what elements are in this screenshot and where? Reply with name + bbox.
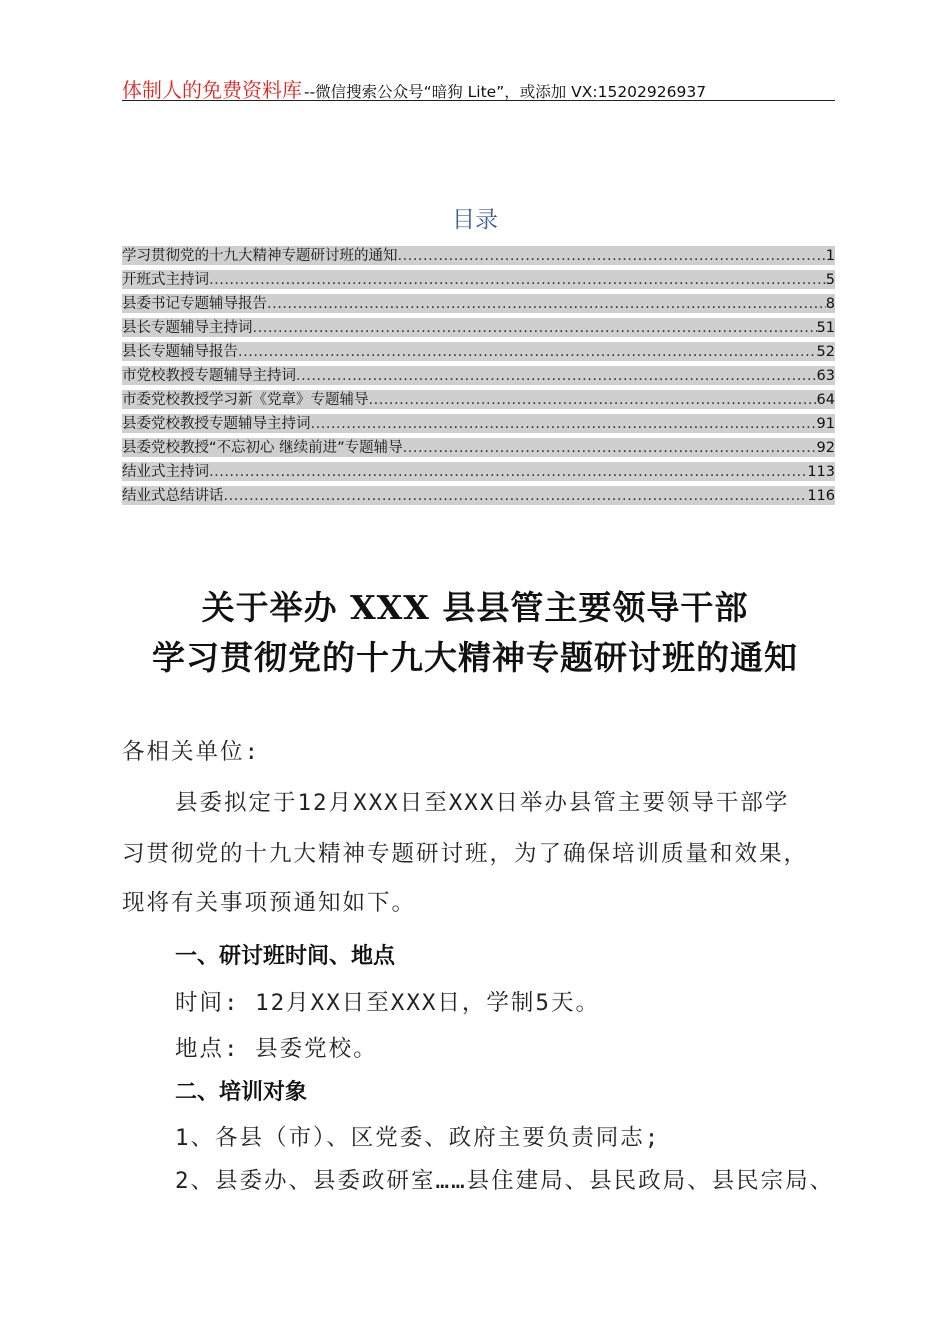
toc-entry-label: 市党校教授专题辅导主持词 [122,368,296,384]
document-title-line2: 学习贯彻党的十九大精神专题研讨班的通知 [152,638,798,677]
target-line: 1、各县（市）、区党委、政府主要负责同志; [175,1125,661,1151]
section-heading: 二、培训对象 [175,1080,308,1105]
toc-leader [398,247,826,268]
toc-entry[interactable] [122,388,835,412]
salutation: 各相关单位: [122,739,261,765]
page-header [122,74,835,101]
toc-leader [296,367,817,388]
time-line: 时间: 12月XX日至XXX日，学制5天。 [175,990,600,1016]
intro-paragraph-line: 习贯彻党的十九大精神专题研讨班，为了确保培训质量和效果， [122,841,809,867]
toc-entry[interactable] [122,244,835,268]
toc-leader [369,391,817,412]
intro-paragraph-line: 县委拟定于12月XXX日至XXX日举办县管主要领导干部学 [175,790,790,816]
toc-entry[interactable] [122,484,835,508]
toc-leader [238,343,817,364]
table-of-contents [122,244,835,508]
toc-entry-page: 51 [816,320,835,336]
toc-leader [311,415,817,436]
toc-entry[interactable] [122,292,835,316]
toc-entry[interactable] [122,340,835,364]
toc-entry[interactable] [122,436,835,460]
toc-leader [209,271,826,292]
toc-entry-label: 县委书记专题辅导报告 [122,296,267,312]
toc-entry-page: 116 [807,488,835,504]
toc-entry[interactable] [122,364,835,388]
intro-paragraph-line: 现将有关事项预通知如下。 [122,890,417,916]
toc-leader [224,487,808,508]
toc-leader [403,439,817,460]
toc-leader [267,295,826,316]
toc-entry-label: 县委党校教授“不忘初心 继续前进”专题辅导 [122,440,403,456]
toc-entry-page: 64 [816,392,835,408]
toc-entry-page: 5 [825,272,835,288]
toc-entry-label: 结业式总结讲话 [122,488,224,504]
toc-entry-page: 91 [816,416,835,432]
toc-leader [209,463,807,484]
toc-entry-page: 1 [825,248,835,264]
toc-entry-label: 县长专题辅导报告 [122,344,238,360]
section-heading: 一、研讨班时间、地点 [175,944,396,969]
toc-leader [253,319,817,340]
toc-entry[interactable] [122,316,835,340]
target-line: 2、县委办、县委政研室……县住建局、县民政局、县民宗局、 [175,1168,835,1194]
toc-entry-label: 开班式主持词 [122,272,209,288]
header-brand: 体制人的免费资料库 [122,78,302,102]
document-title-line1: 关于举办 XXX 县县管主要领导干部 [201,588,749,627]
place-line: 地点: 县委党校。 [175,1036,378,1062]
toc-entry-label: 市委党校教授学习新《党章》专题辅导 [122,392,369,408]
toc-entry[interactable] [122,460,835,484]
toc-entry-page: 8 [825,296,835,312]
toc-entry-page: 92 [816,440,835,456]
toc-entry-label: 结业式主持词 [122,464,209,480]
toc-entry-page: 52 [816,344,835,360]
toc-entry-label: 县委党校教授专题辅导主持词 [122,416,311,432]
toc-title: 目录 [452,207,498,233]
toc-entry[interactable] [122,268,835,292]
toc-entry-page: 113 [807,464,835,480]
header-note: --微信搜索公众号“暗狗 Lite”，或添加 VX:15202926937 [304,83,707,101]
toc-entry-label: 学习贯彻党的十九大精神专题研讨班的通知 [122,248,398,264]
toc-entry-page: 63 [816,368,835,384]
toc-entry-label: 县长专题辅导主持词 [122,320,253,336]
toc-entry[interactable] [122,412,835,436]
